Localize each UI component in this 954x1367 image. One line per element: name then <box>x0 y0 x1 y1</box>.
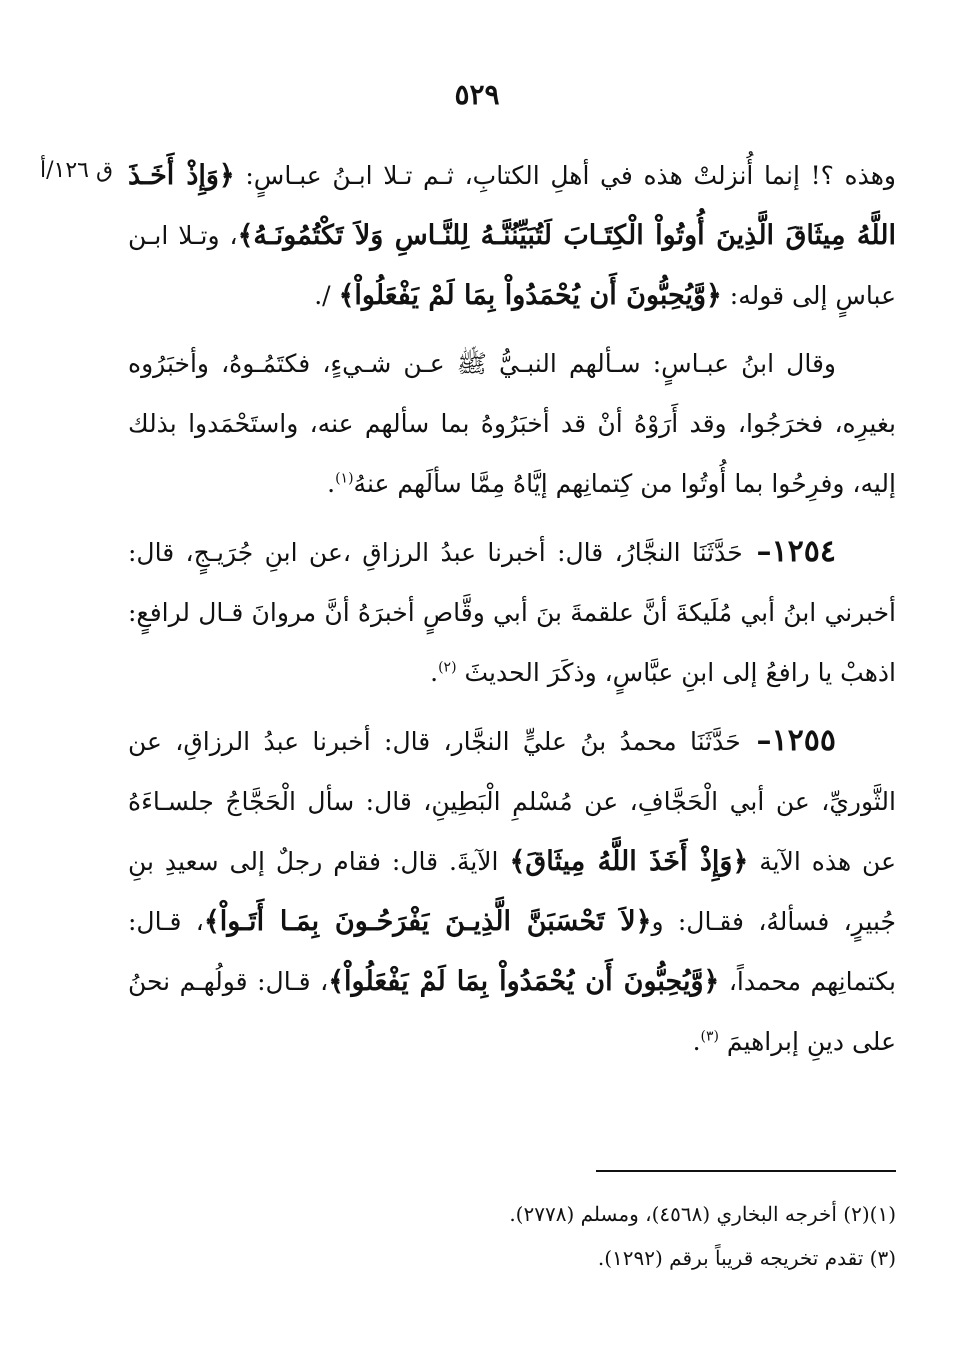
hadith-dash: – <box>742 534 772 569</box>
hadith-text: حَدَّثَنَا محمدُ بنُ عليٍّ النجَّار، قال: أخبرنا عبدُ الرزاقِ، عن الثَّوريِّ، عن أبي الْحَجَّافِ، عن مُسْلمِ الْبَطِينِ، قال: سأل الْحَجَّاجُ جلسـاءَهُ عن هذه الآية <box>128 727 897 876</box>
hadith-text: حَدَّثَنَا النجَّارُ، قال: أخبرنا عبدُ الرزاقِ ،عن ابنِ جُرَيـجٍ، قال: أخبرني ابنُ أبي مُلَيكةَ أنَّ علقمةَ بنَ أبي وقَّاصٍ أخبرَهُ أنَّ مروانَ قـال لرافعٍ: اذهبْ يا رافعُ إلى ابنِ عبَّاسٍ، وذكَرَ الحديثَ <box>128 538 896 687</box>
text-segment: /. <box>314 281 339 310</box>
paragraph-ibn-abbas <box>128 334 896 514</box>
footnote-separator <box>596 1170 896 1172</box>
text-segment: وهذه ؟! إنما أُنزلتْ هذه في أهلِ الكتابِ، ثـم تـلا ابـنُ عبـاسٍ: <box>234 161 897 190</box>
manuscript-folio-note: ق ١٢٦/أ <box>40 158 114 183</box>
text-segment: . <box>327 469 336 498</box>
quran-verse: ﴿وَّيُحِبُّونَ أَن يُحْمَدُواْ بِمَا لَمْ يَفْعَلُواْ﴾ <box>338 280 722 311</box>
quran-verse: ﴿وَإِذْ أَخَذَ اللَّهُ مِيثَاقَ﴾ <box>509 846 749 877</box>
paragraph-quran-citation <box>128 146 896 326</box>
text-segment: . <box>430 658 439 687</box>
hadith-text: ، قـال: قولُهـم نحنُ على دينِ إبراهيمَ <box>128 967 896 1056</box>
main-text <box>128 146 896 1080</box>
footnote-ref: (١) <box>335 470 354 487</box>
hadith-text: ، قـال: بكتمانِهم محمداً، <box>128 907 896 996</box>
text-segment: وقال ابنُ عبـاسٍ: سـألهم النبـيُّ ﷺ عـن شـيءٍ، فكتَمُـوهُ، وأخبَرُوه بغيرِه، فخرَجُوا، وقد أَرَوْهُ أنْ قد أخبَرُوهُ بما سألهم عنه، واستَحْمَدوا بذلك إليه، وفرِحُوا بما أُوتُوا من كِتمانِهم إيَّاهُ مِمَّا سألَهم عنهُ <box>128 349 896 498</box>
text-segment: ، وتـلا ابـن عباسٍ إلى قوله: <box>128 221 896 310</box>
hadith-number: ١٢٥٥ <box>771 723 836 758</box>
quran-verse: ﴿وَّيُحِبُّونَ أَن يُحْمَدُواْ بِمَا لَمْ يَفْعَلُواْ﴾ <box>328 966 720 997</box>
footnote: (١)(٢) أخرجه البخاري (٤٥٦٨)، ومسلم (٢٧٧٨). <box>509 1202 896 1226</box>
footnotes <box>128 1192 896 1280</box>
footnote: (٣) تقدم تخريجه قريباً برقم (١٢٩٢). <box>597 1246 896 1270</box>
quran-verse: ﴿لاَ تَحْسَبَنَّ الَّذِيـنَ يَفْرَحُـونَ بِمَـا أَتَـواْ﴾ <box>203 906 652 937</box>
hadith-text: الآيةَ. قال: فقام رجلٌ إلى سعيدِ بنِ جُبيرٍ، فسألهُ، فقـال: و <box>128 847 897 936</box>
hadith-dash: – <box>740 723 772 758</box>
footnote-ref: (٢) <box>438 659 457 676</box>
page-number: ٥٢٩ <box>454 78 500 111</box>
hadith-1254 <box>128 522 896 703</box>
text-segment: . <box>692 1027 701 1056</box>
footnote-ref: (٣) <box>700 1028 719 1045</box>
hadith-number: ١٢٥٤ <box>771 534 836 569</box>
hadith-1255 <box>128 711 896 1072</box>
quran-verse: ﴿وَإِذْ أَخَـذَ اللَّهُ مِيثَاقَ الَّذِينَ أُوتُواْ الْكِتَـابَ لَتُبَيِّنُنَّـهُ لِلنَّـاسِ وَلاَ تَكْتُمُونَـهُ﴾ <box>128 160 896 251</box>
